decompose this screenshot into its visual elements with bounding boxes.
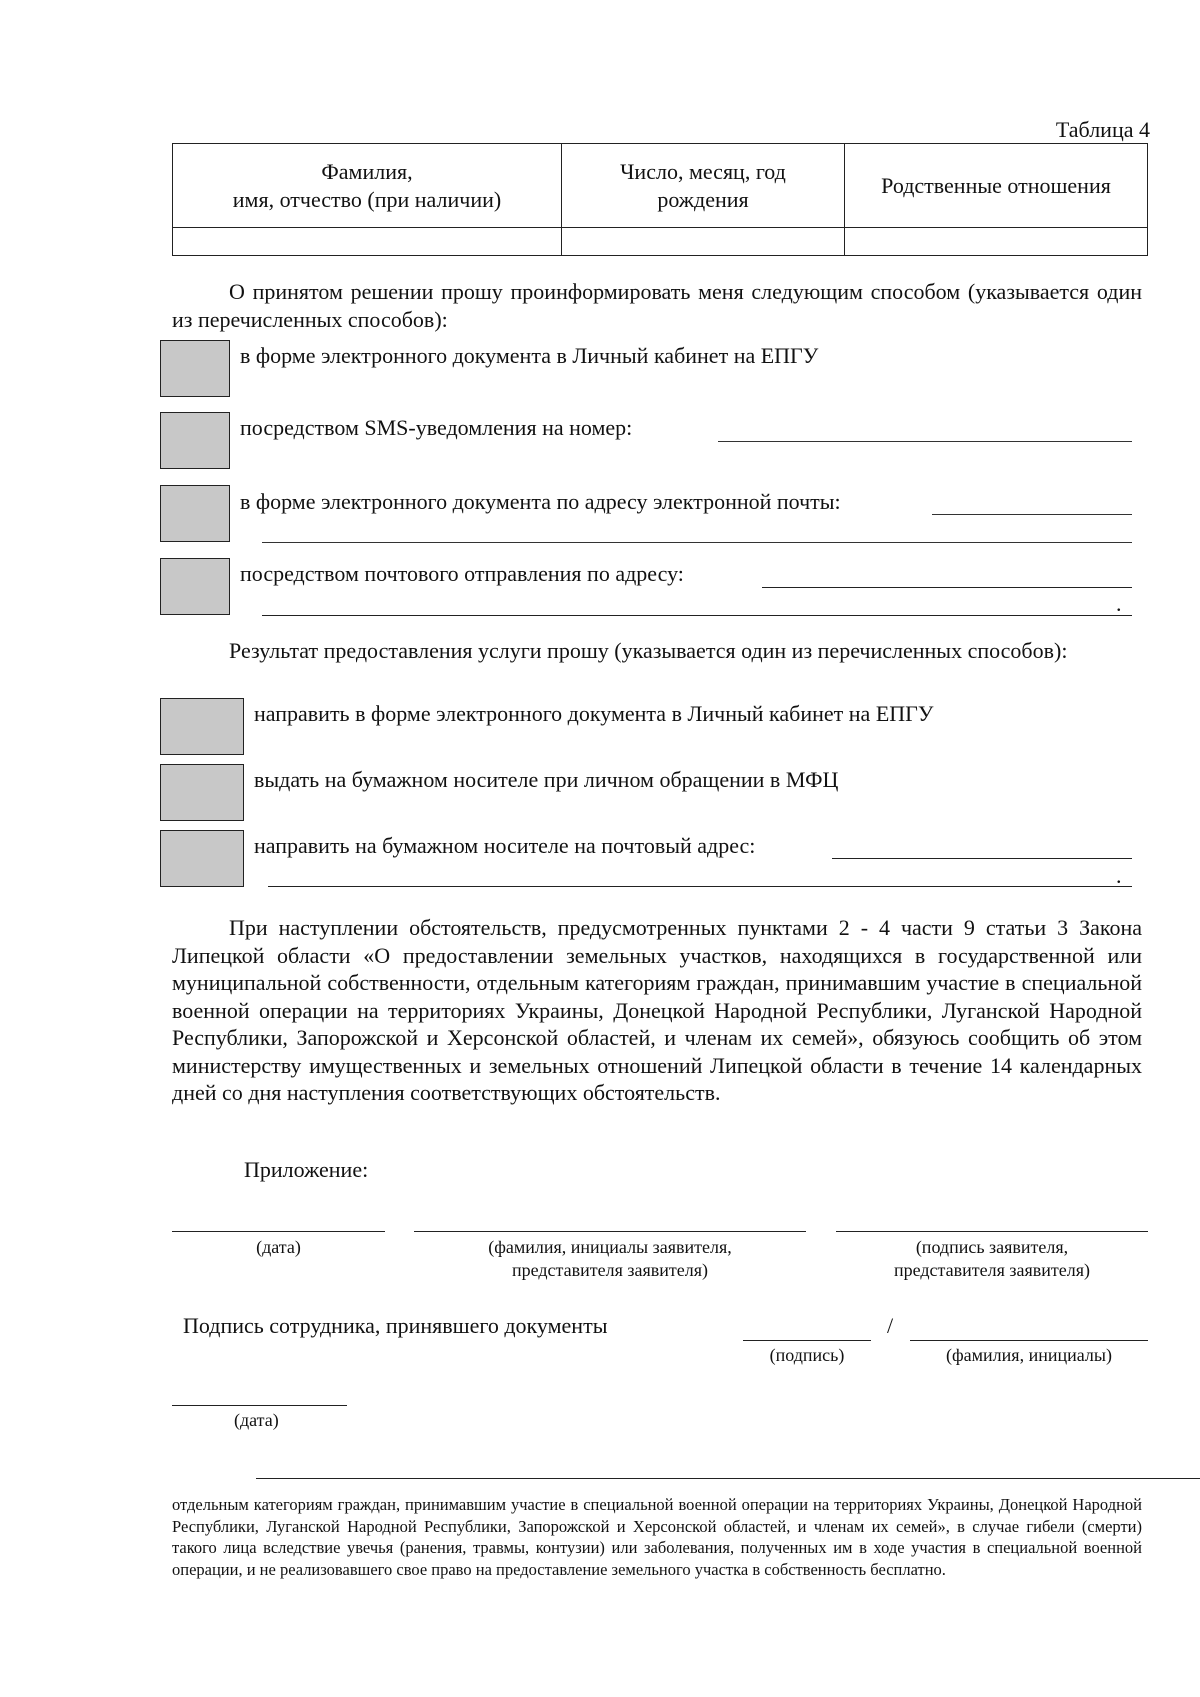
- footnote-text: отдельным категориям граждан, принимавшим участие в специальной военной операции на территориях Украины, Донецкой Народной Республики, Луганской Народной Республики, Запорожской и Херсонской областей, и членам их семей», в случае гибели (смерти) такого лица вследствие увечья (ранения, травмы, контузии) или заболевания, полученных им в ходе участия в специальной военной операции, и не реализовавшего свое право на предоставление земельного участка в собственность бесплатно.: [172, 1495, 1142, 1579]
- employee-sign-line[interactable]: [743, 1340, 871, 1341]
- obligation-paragraph: При наступлении обстоятельств, предусмотренных пунктами 2 - 4 части 9 статьи 3 Закона Липецкой области «О предоставлении земельных участков, находящихся в государственной или муниципальной собственности, отдельным категориям граждан, принимавшим участие в специальной военной операции на территориях Украины, Донецкой Народной Республики, Луганской Народной Республики, Запорожской и Херсонской областей, и членам их семей», обязуюсь сообщить об этом министерству имущественных и земельных отношений Липецкой области в течение 14 календарных дней со дня наступления соответствующих обстоятельств.: [172, 915, 1142, 1105]
- applicant-sign-label-line2: представителя заявителя): [894, 1260, 1090, 1280]
- applicant-sign-label: [836, 1236, 1148, 1282]
- applicant-sign-line[interactable]: [836, 1231, 1148, 1232]
- result-option-3-label: направить на бумажном носителе на почтовый адрес:: [254, 833, 756, 858]
- cell-birthdate[interactable]: [562, 228, 845, 256]
- applicant-fio-line[interactable]: [414, 1231, 806, 1232]
- employee-fio-label: (фамилия, инициалы): [946, 1345, 1112, 1365]
- inform-option-2-checkbox[interactable]: [160, 412, 230, 469]
- result-postal-line-2[interactable]: [268, 886, 1132, 887]
- result-option-3-checkbox[interactable]: [160, 830, 244, 887]
- employee-fio-line[interactable]: [910, 1340, 1148, 1341]
- applicant-fio-label: [414, 1236, 806, 1282]
- inform-option-2-label: посредством SMS-уведомления на номер:: [240, 415, 633, 440]
- result-option-2-label: выдать на бумажном носителе при личном обращении в МФЦ: [254, 767, 839, 792]
- employee-signature-label: Подпись сотрудника, принявшего документы: [183, 1313, 608, 1338]
- table-header-row: [173, 144, 1148, 228]
- header-fio-line1: Фамилия,: [321, 158, 413, 184]
- inform-option-1-checkbox[interactable]: [160, 340, 230, 397]
- result-intro: Результат предоставления услуги прошу (указывается один из перечисленных способов):: [229, 638, 1068, 663]
- header-birthdate-line2: рождения: [657, 186, 749, 212]
- inform-intro: О принятом решении прошу проинформировать меня следующим способом (указывается один из перечисленных способов):: [172, 279, 1142, 332]
- employee-sign-label: (подпись): [769, 1345, 845, 1365]
- footnote-separator: [256, 1478, 1200, 1479]
- applicant-fio-label-line2: представителя заявителя): [512, 1260, 708, 1280]
- inform-option-3-checkbox[interactable]: [160, 485, 230, 542]
- family-table: [172, 143, 1148, 256]
- inform-option-4-label: посредством почтового отправления по адресу:: [240, 561, 684, 586]
- email-line-1[interactable]: [932, 514, 1132, 515]
- postal-address-dot: .: [1116, 591, 1122, 616]
- applicant-fio-label-line1: (фамилия, инициалы заявителя,: [488, 1237, 732, 1257]
- applicant-sign-label-line1: (подпись заявителя,: [915, 1237, 1069, 1257]
- table-caption: Таблица 4: [1055, 117, 1150, 142]
- employee-date-line[interactable]: [172, 1405, 347, 1406]
- result-option-1-label: направить в форме электронного документа в Личный кабинет на ЕПГУ: [254, 701, 934, 726]
- email-line-2[interactable]: [262, 542, 1132, 543]
- cell-fio[interactable]: [173, 228, 562, 256]
- header-birthdate: [562, 144, 845, 228]
- header-fio-line2: имя, отчество (при наличии): [232, 186, 502, 212]
- table-row: [173, 228, 1148, 256]
- header-birthdate-line1: Число, месяц, год: [620, 158, 786, 184]
- inform-option-1-label: в форме электронного документа в Личный кабинет на ЕПГУ: [240, 343, 819, 368]
- result-option-2-checkbox[interactable]: [160, 764, 244, 821]
- applicant-date-line[interactable]: [172, 1231, 385, 1232]
- header-relation: [845, 144, 1148, 228]
- result-option-1-checkbox[interactable]: [160, 698, 244, 755]
- header-relation-line1: Родственные отношения: [881, 172, 1111, 198]
- cell-relation[interactable]: [845, 228, 1148, 256]
- result-postal-line-1[interactable]: [832, 858, 1132, 859]
- inform-option-3-label: в форме электронного документа по адресу электронной почты:: [240, 489, 841, 514]
- attachment-label: Приложение:: [244, 1157, 369, 1182]
- employee-slash: /: [887, 1313, 894, 1338]
- result-postal-dot: .: [1116, 863, 1122, 888]
- postal-address-line-1[interactable]: [762, 587, 1132, 588]
- sms-phone-line[interactable]: [718, 441, 1132, 442]
- header-fio: [173, 144, 562, 228]
- applicant-date-label: (дата): [256, 1237, 301, 1257]
- inform-option-4-checkbox[interactable]: [160, 558, 230, 615]
- postal-address-line-2[interactable]: [262, 615, 1132, 616]
- employee-date-label: (дата): [234, 1410, 279, 1430]
